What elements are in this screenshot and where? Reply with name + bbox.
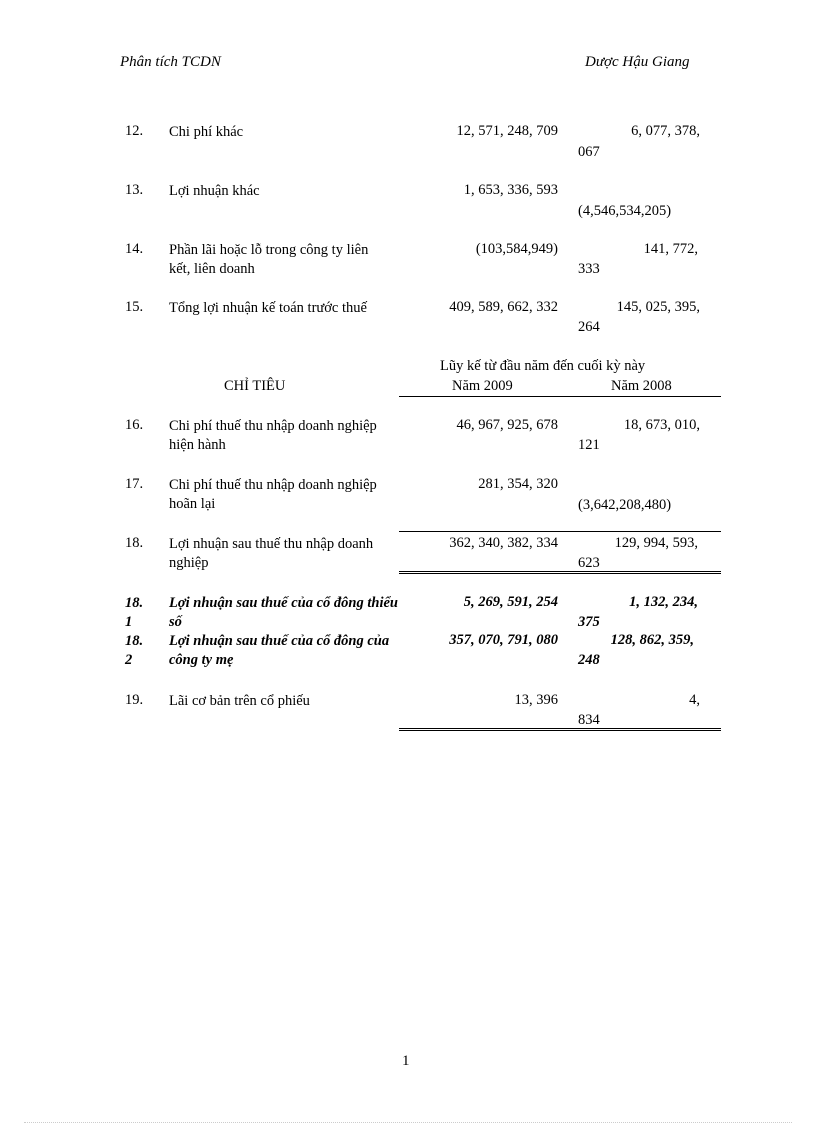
value-2008-part2: 248 xyxy=(578,652,600,668)
value-2008-part2: 834 xyxy=(578,712,600,728)
row-number: 14. xyxy=(125,241,144,257)
header-underline xyxy=(399,396,721,397)
row-label: Lợi nhuận sau thuế thu nhập doanh nghiệp xyxy=(169,536,374,571)
row-label: Chi phí thuế thu nhập doanh nghiệp hiện hành xyxy=(169,418,377,453)
column-label-heading: CHỈ TIÊU xyxy=(224,378,286,394)
row-number: 18. 1 xyxy=(125,595,144,630)
row-number: 16. xyxy=(125,417,144,433)
value-2008-part2: 067 xyxy=(578,144,600,160)
subtotal-rule xyxy=(399,531,721,532)
value-2009: 1, 653, 336, 593 xyxy=(463,182,558,198)
value-2008-part1: 145, 025, 395, xyxy=(616,299,700,315)
value-2008: (3,642,208,480) xyxy=(578,497,672,513)
row-label: Lợi nhuận khác xyxy=(169,183,260,199)
row-label: Chi phí khác xyxy=(169,124,244,140)
value-2008-part2: 375 xyxy=(578,614,600,630)
header-left: Phân tích TCDN xyxy=(120,54,221,70)
value-2009: (103,584,949) xyxy=(475,241,558,257)
row-number: 15. xyxy=(125,299,144,315)
page-number: 1 xyxy=(402,1053,410,1069)
value-2008-part1: 1, 132, 234, xyxy=(629,594,698,610)
row-label: Lợi nhuận sau thuế của cổ đông của công ty mẹ xyxy=(169,633,390,668)
period-heading: Lũy kế từ đầu năm đến cuối kỳ này xyxy=(440,358,646,374)
row-label: Chi phí thuế thu nhập doanh nghiệp hoãn lại xyxy=(169,477,377,512)
row-label: Tổng lợi nhuận kế toán trước thuế xyxy=(169,300,367,316)
row-number: 13. xyxy=(125,182,144,198)
year-2008-heading: Năm 2008 xyxy=(611,378,672,394)
value-2009: 46, 967, 925, 678 xyxy=(456,417,558,433)
row-number: 17. xyxy=(125,476,144,492)
value-2008-part1: 4, xyxy=(689,692,700,708)
value-2009: 13, 396 xyxy=(514,692,558,708)
row-label: Lợi nhuận sau thuế của cổ đông thiểu số xyxy=(169,595,398,630)
value-2008-part2: 264 xyxy=(578,319,600,335)
row-number: 18. xyxy=(125,535,144,551)
value-2008-part1: 18, 673, 010, xyxy=(623,417,700,433)
value-2009: 12, 571, 248, 709 xyxy=(456,123,558,139)
year-2009-heading: Năm 2009 xyxy=(452,378,513,394)
value-2008: (4,546,534,205) xyxy=(578,203,672,219)
value-2008-part2: 121 xyxy=(578,437,600,453)
value-2008-part1: 6, 077, 378, xyxy=(631,123,700,139)
row-label: Lãi cơ bản trên cổ phiếu xyxy=(169,693,310,709)
row-label: Phần lãi hoặc lỗ trong công ty liên kết, liên doanh xyxy=(169,242,369,277)
value-2009: 362, 340, 382, 334 xyxy=(449,535,558,551)
final-double-underline xyxy=(399,728,721,731)
value-2008-part1: 128, 862, 359, xyxy=(610,632,694,648)
header-right: Dược Hậu Giang xyxy=(585,54,690,70)
value-2009: 5, 269, 591, 254 xyxy=(463,594,558,610)
value-2009: 357, 070, 791, 080 xyxy=(449,632,558,648)
value-2009: 409, 589, 662, 332 xyxy=(449,299,558,315)
value-2008-part2: 623 xyxy=(578,555,600,571)
value-2008-part2: 333 xyxy=(578,261,600,277)
value-2009: 281, 354, 320 xyxy=(478,476,558,492)
double-underline xyxy=(399,571,721,574)
row-number: 18. 2 xyxy=(125,633,144,668)
row-number: 19. xyxy=(125,692,144,708)
value-2008-part1: 129, 994, 593, xyxy=(614,535,698,551)
value-2008-part1: 141, 772, xyxy=(643,241,698,257)
row-number: 12. xyxy=(125,123,144,139)
